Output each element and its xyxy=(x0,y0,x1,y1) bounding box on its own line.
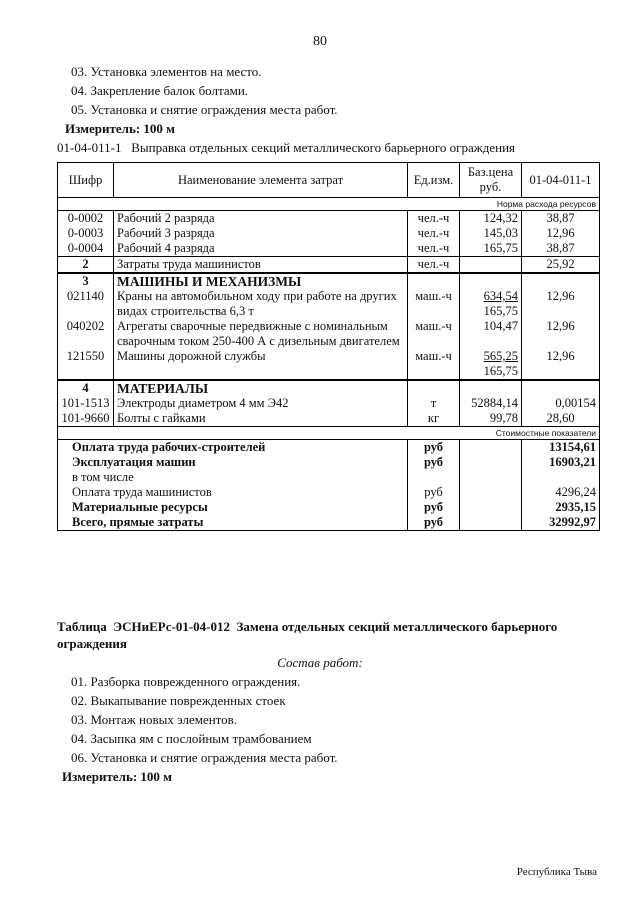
row-price: 165,75 xyxy=(460,241,522,257)
table-row xyxy=(58,211,600,227)
measurer: Измеритель: 100 м xyxy=(62,769,173,784)
cost-row xyxy=(58,470,600,485)
row-price xyxy=(460,257,522,274)
row-value: 28,60 xyxy=(522,411,600,427)
row-price: 634,54 xyxy=(483,289,518,303)
row-price: 565,25 xyxy=(483,349,518,363)
section-row xyxy=(58,273,600,289)
cost-row xyxy=(58,515,600,531)
resource-table xyxy=(57,162,600,531)
table-header-row xyxy=(58,163,600,198)
row-value: 12,96 xyxy=(522,226,600,241)
row-value: 0,00154 xyxy=(522,396,600,411)
norm-label: Норма расхода ресурсов xyxy=(58,198,600,211)
row-price-secondary: 165,75 xyxy=(483,304,518,318)
row-price: 104,47 xyxy=(460,319,522,349)
cost-name: Оплата труда рабочих-строителей xyxy=(58,440,408,456)
section-code: 3 xyxy=(58,273,114,289)
section-row xyxy=(58,380,600,396)
row-price: 99,78 xyxy=(460,411,522,427)
cost-row xyxy=(58,455,600,470)
cost-row xyxy=(58,440,600,456)
row-name: Машины дорожной службы xyxy=(114,349,408,380)
work-step: 04. Засыпка ям с послойным трамбованием xyxy=(71,731,312,746)
row-code: 0-0004 xyxy=(58,241,114,257)
cost-name: Всего, прямые затраты xyxy=(58,515,408,531)
cost-unit: руб xyxy=(408,515,460,531)
row-unit: т xyxy=(408,396,460,411)
cost-unit: руб xyxy=(408,500,460,515)
footer-region: Республика Тыва xyxy=(516,866,597,878)
row-name: Затраты труда машинистов xyxy=(114,257,408,274)
row-unit: маш.-ч xyxy=(408,289,460,319)
table-row xyxy=(58,319,600,349)
cost-value: 32992,97 xyxy=(522,515,600,531)
row-code: 2 xyxy=(58,257,114,274)
cost-unit: руб xyxy=(408,440,460,456)
row-value: 38,87 xyxy=(522,211,600,227)
row-code: 040202 xyxy=(58,319,114,349)
row-price: 52884,14 xyxy=(460,396,522,411)
cost-name: Материальные ресурсы xyxy=(58,500,408,515)
row-unit: кг xyxy=(408,411,460,427)
cost-unit: руб xyxy=(408,455,460,470)
header-name: Наименование элемента затрат xyxy=(114,163,408,198)
work-step: 03. Установка элементов на место. xyxy=(71,64,262,79)
work-composition-heading: Состав работ: xyxy=(277,655,363,670)
row-code: 0-0003 xyxy=(58,226,114,241)
work-step: 02. Выкапывание поврежденных стоек xyxy=(71,693,286,708)
header-price: Баз.цена руб. xyxy=(460,163,522,198)
measurer: Измеритель: 100 м xyxy=(65,121,176,136)
cost-name: в том числе xyxy=(58,470,408,485)
cost-value: 2935,15 xyxy=(522,500,600,515)
row-name: Рабочий 2 разряда xyxy=(114,211,408,227)
section-code: 4 xyxy=(58,380,114,396)
cost-label-row xyxy=(58,427,600,440)
row-code: 0-0002 xyxy=(58,211,114,227)
header-unit: Ед.изм. xyxy=(408,163,460,198)
row-unit: чел.-ч xyxy=(408,211,460,227)
row-price-secondary: 165,75 xyxy=(483,364,518,378)
table-row xyxy=(58,257,600,274)
row-value: 12,96 xyxy=(522,289,600,319)
row-unit: маш.-ч xyxy=(408,319,460,349)
row-code: 021140 xyxy=(58,289,114,319)
row-unit: чел.-ч xyxy=(408,241,460,257)
work-step: 05. Установка и снятие ограждения места работ. xyxy=(71,102,338,117)
row-unit: чел.-ч xyxy=(408,226,460,241)
cost-unit: руб xyxy=(408,485,460,500)
section-title: МАТЕРИАЛЫ xyxy=(114,380,408,396)
row-value: 38,87 xyxy=(522,241,600,257)
page-number: 80 xyxy=(313,34,327,49)
row-code: 101-9660 xyxy=(58,411,114,427)
table-row xyxy=(58,396,600,411)
cost-name: Эксплуатация машин xyxy=(58,455,408,470)
section-title: МАШИНЫ И МЕХАНИЗМЫ xyxy=(114,273,408,289)
row-name: Краны на автомобильном ходу при работе на других видах строительства 6,3 т xyxy=(114,289,408,319)
cost-value: 13154,61 xyxy=(522,440,600,456)
row-unit: маш.-ч xyxy=(408,349,460,380)
table2-title-cont: ограждения xyxy=(57,636,127,651)
cost-value: 16903,21 xyxy=(522,455,600,470)
work-step: 01. Разборка поврежденного ограждения. xyxy=(71,674,301,689)
row-name: Болты с гайками xyxy=(114,411,408,427)
work-step: 03. Монтаж новых элементов. xyxy=(71,712,238,727)
table2-title: Таблица ЭСНиЕРс-01-04-012 Замена отдельных секций металлического барьерного xyxy=(57,619,558,634)
row-price-group xyxy=(460,289,522,319)
norm-label-row xyxy=(58,198,600,211)
table-caption: 01-04-011-1 Выправка отдельных секций металлического барьерного ограждения xyxy=(57,140,516,155)
cost-row xyxy=(58,500,600,515)
table-row xyxy=(58,226,600,241)
row-name: Агрегаты сварочные передвижные с номинальным сварочным током 250-400 А с дизельным двигателем xyxy=(114,319,408,349)
table-row xyxy=(58,289,600,319)
row-value: 12,96 xyxy=(522,349,600,380)
row-name: Рабочий 3 разряда xyxy=(114,226,408,241)
row-name: Электроды диаметром 4 мм Э42 xyxy=(114,396,408,411)
work-step: 06. Установка и снятие ограждения места работ. xyxy=(71,750,338,765)
row-price: 124,32 xyxy=(460,211,522,227)
cost-label: Стоимостные показатели xyxy=(58,427,600,440)
row-code: 121550 xyxy=(58,349,114,380)
cost-name: Оплата труда машинистов xyxy=(58,485,408,500)
header-code: Шифр xyxy=(58,163,114,198)
row-value: 12,96 xyxy=(522,319,600,349)
row-price-group xyxy=(460,349,522,380)
header-norm-code: 01-04-011-1 xyxy=(522,163,600,198)
table-row xyxy=(58,411,600,427)
row-price: 145,03 xyxy=(460,226,522,241)
row-value: 25,92 xyxy=(522,257,600,274)
cost-row xyxy=(58,485,600,500)
row-unit: чел.-ч xyxy=(408,257,460,274)
row-code: 101-1513 xyxy=(58,396,114,411)
work-step: 04. Закрепление балок болтами. xyxy=(71,83,249,98)
cost-value: 4296,24 xyxy=(522,485,600,500)
table-row xyxy=(58,241,600,257)
row-name: Рабочий 4 разряда xyxy=(114,241,408,257)
table-row xyxy=(58,349,600,380)
